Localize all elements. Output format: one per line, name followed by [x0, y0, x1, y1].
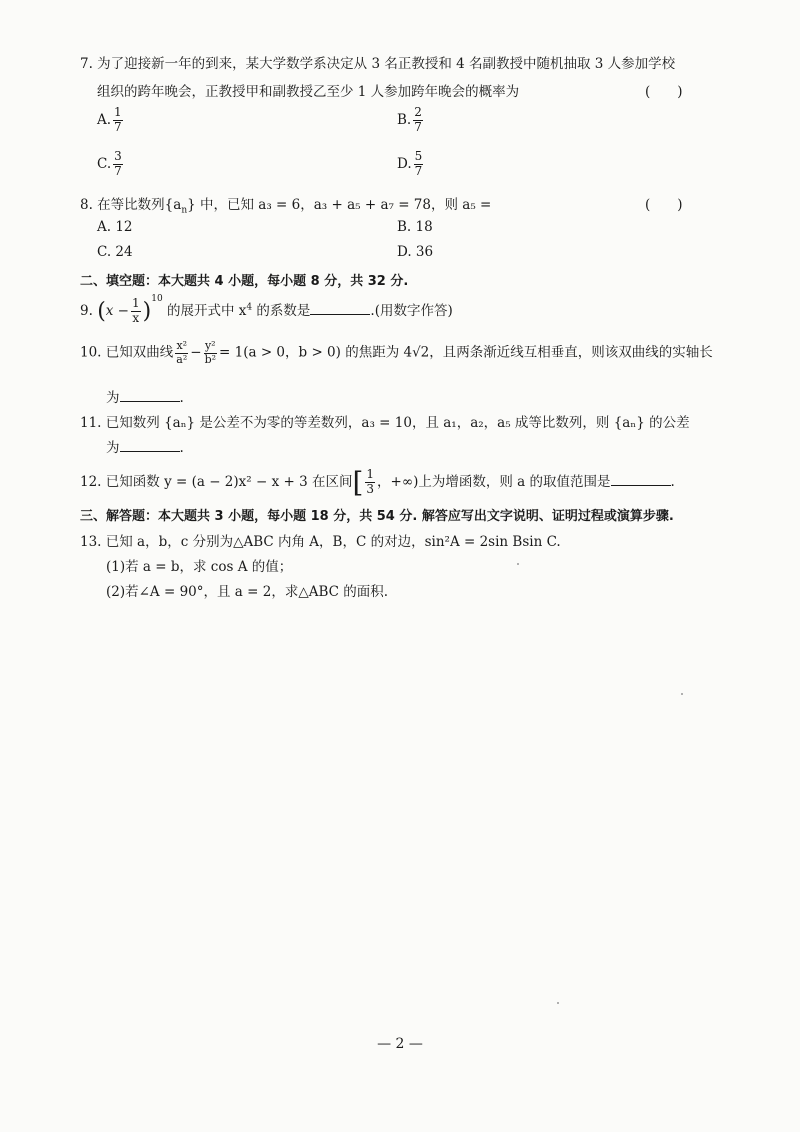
q12-answer-blank[interactable] [611, 473, 671, 486]
q8-stem: 8. 在等比数列$\{a_n\}$ 中，已知 a₃ = 6，a₃ + a₅ + a₇ = 78，则 a₅ = [80, 197, 492, 216]
q9-stem: 9. (x − $\frac{1}{x}$ )$^{10}$ 的展开式中 $x^4$ 的系数是 .(用数字作答) [80, 294, 453, 325]
q10-line2: 为 . [106, 390, 184, 406]
q8-answer-paren: ( ) [645, 197, 683, 213]
q8-option-d: D. 36 [397, 244, 434, 260]
q12-stem: 12. 已知函数 y = (a − 2)x² − x + 3 在区间[ $\frac{1}{3}$ ，+∞)上为增函数，则 a 的取值范围是 . [80, 466, 675, 499]
q7-line2: 组织的跨年晚会，正教授甲和副教授乙至少 1 人参加跨年晚会的概率为 [97, 84, 520, 100]
q8-option-a: A. 12 [97, 219, 133, 235]
scan-speck [517, 563, 519, 565]
q8-option-c: C. 24 [97, 244, 133, 260]
q10-answer-blank[interactable] [120, 389, 180, 402]
q10-stem: 10. 已知双曲线 $\frac{\text{x²}}{\text{a²}}$ − $\frac{\text{y²}}{\text{b²}}$ = 1(a > 0，b > 0) 的焦距为 4√2，且两条渐近线互相垂直，则该双曲线的实轴长 [80, 339, 713, 366]
scan-speck [681, 693, 683, 695]
q7-line1: 7. 为了迎接新一年的到来，某大学数学系决定从 3 名正教授和 4 名副教授中随机抽取 3 人参加学校 [80, 56, 676, 72]
q7-option-b: B. $\frac{2}{7}$ [397, 105, 422, 134]
q11-answer-blank[interactable] [120, 439, 180, 452]
q7-option-d: D. $\frac{5}{7}$ [397, 149, 423, 178]
q13-stem: 13. 已知 a，b，c 分别为△ABC 内角 A，B，C 的对边，sin²A = 2sin Bsin C. [80, 534, 561, 550]
page-number: — 2 — [377, 1036, 423, 1052]
section3-heading: 三、解答题：本大题共 3 小题，每小题 18 分，共 54 分. 解答应写出文字说明、证明过程或演算步骤. [80, 509, 674, 524]
section2-heading: 二、填空题：本大题共 4 小题，每小题 8 分，共 32 分. [80, 274, 409, 289]
q13-part1: (1)若 a = b，求 cos A 的值； [106, 559, 293, 575]
q7-option-c: C. $\frac{3}{7}$ [97, 149, 122, 178]
q7-option-a: A. $\frac{1}{7}$ [97, 105, 122, 134]
q11-line2: 为 . [106, 440, 184, 456]
q7-answer-paren: ( ) [645, 84, 683, 100]
q9-answer-blank[interactable] [310, 302, 370, 315]
q13-part2: (2)若∠A = 90°，且 a = 2，求△ABC 的面积. [106, 584, 389, 600]
q8-option-b: B. 18 [397, 219, 433, 235]
q11-line1: 11. 已知数列 {aₙ} 是公差不为零的等差数列，a₃ = 10，且 a₁，a₂，a₅ 成等比数列，则 {aₙ} 的公差 [80, 415, 690, 431]
scan-speck [557, 1002, 559, 1004]
